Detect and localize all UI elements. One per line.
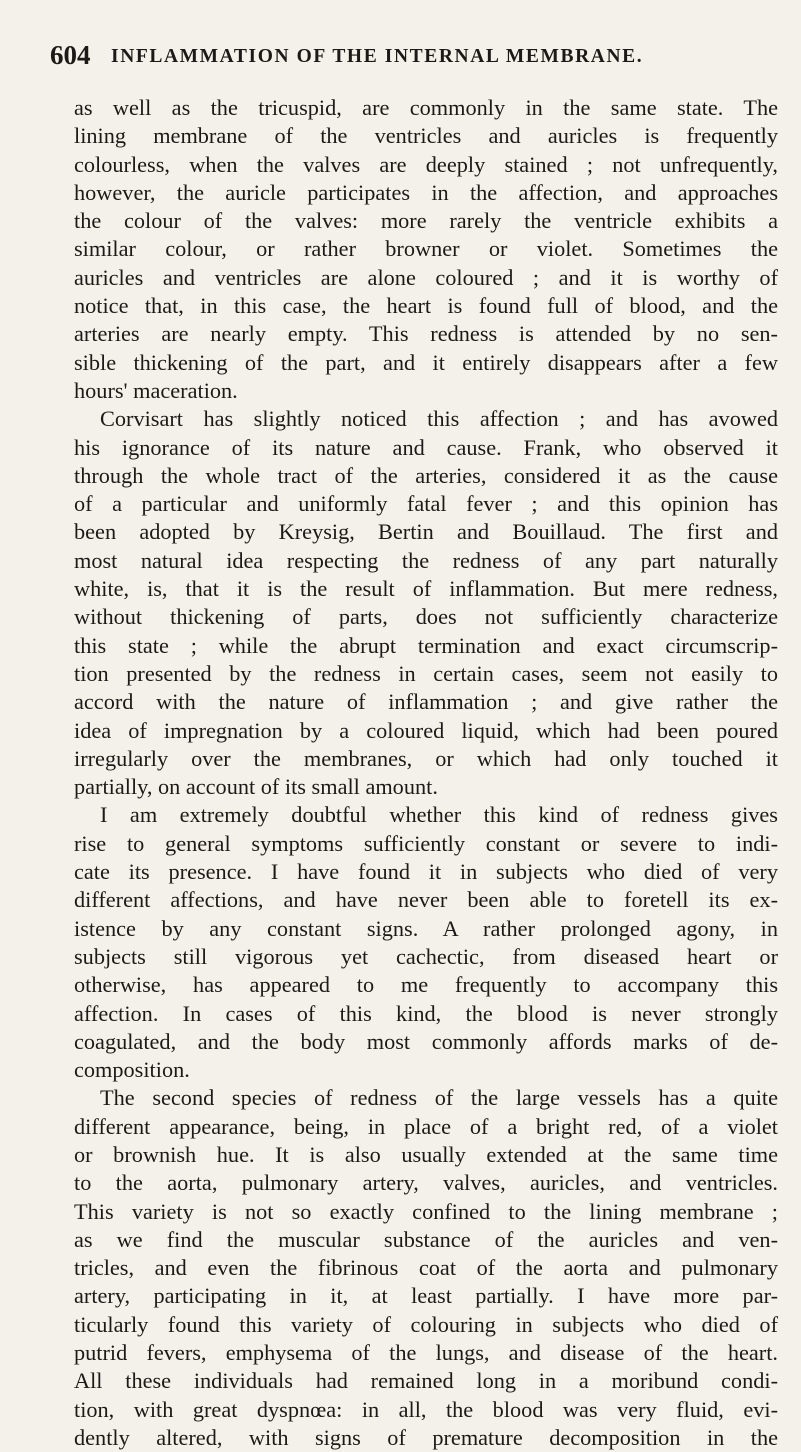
text-line: his ignorance of its nature and cause. Frank, who observed it (74, 434, 778, 460)
text-line: This variety is not so exactly confined to the lining membrane ; (74, 1198, 778, 1224)
text-line: putrid fevers, emphysema of the lungs, and disease of the heart. (74, 1340, 778, 1366)
text-line: of a particular and uniformly fatal fever ; and this opinion has (74, 491, 778, 517)
text-line: cate its presence. I have found it in subjects who died of very (74, 859, 778, 885)
text-line: different affections, and have never been able to foretell its ex- (74, 887, 778, 913)
text-line: this state ; while the abrupt termination and exact circumscrip- (74, 632, 778, 658)
text-line: istence by any constant signs. A rather prolonged agony, in (74, 915, 778, 941)
text-line: however, the auricle participates in the affection, and approaches (74, 179, 778, 205)
text-line: or brownish hue. It is also usually extended at the same time (74, 1141, 778, 1167)
text-line: otherwise, has appeared to me frequently to accompany this (74, 972, 778, 998)
text-line: composition. (74, 1057, 190, 1083)
text-line: affection. In cases of this kind, the blood is never strongly (74, 1000, 778, 1026)
text-line: coagulated, and the body most commonly affords marks of de- (74, 1028, 778, 1054)
text-line: auricles and ventricles are alone coloured ; and it is worthy of (74, 264, 778, 290)
text-line: been adopted by Kreysig, Bertin and Bouillaud. The first and (74, 519, 778, 545)
text-line: tricles, and even the fibrinous coat of the aorta and pulmonary (74, 1255, 778, 1281)
text-line: irregularly over the membranes, or which had only touched it (74, 745, 778, 771)
text-line: the colour of the valves: more rarely the ventricle exhibits a (74, 208, 778, 234)
text-line: as well as the tricuspid, are commonly in the same state. The (74, 95, 778, 120)
text-line: white, is, that it is the result of inflammation. But mere redness, (74, 576, 778, 602)
text-line: All these individuals had remained long in a moribund condi- (74, 1368, 778, 1394)
text-line: ticularly found this variety of colouring in subjects who died of (74, 1311, 778, 1337)
text-line: notice that, in this case, the heart is found full of blood, and the (74, 293, 778, 319)
body-text (74, 94, 778, 1452)
text-line: dently altered, with signs of premature decomposition in the (74, 1424, 778, 1450)
text-line: to the aorta, pulmonary artery, valves, auricles, and ventricles. (74, 1170, 778, 1196)
text-line: as we find the muscular substance of the auricles and ven- (74, 1226, 778, 1252)
text-line: tion, with great dyspnœa: in all, the blood was very fluid, evi- (74, 1396, 778, 1422)
text-line: subjects still vigorous yet cachectic, from diseased heart or (74, 943, 778, 969)
text-line: The second species of redness of the large vessels has a quite (100, 1085, 778, 1111)
text-line: lining membrane of the ventricles and auricles is frequently (74, 123, 778, 149)
text-line: through the whole tract of the arteries, considered it as the cause (74, 462, 778, 488)
text-line: colourless, when the valves are deeply stained ; not unfrequently, (74, 151, 778, 177)
text-line: sible thickening of the part, and it entirely disappears after a few (74, 349, 778, 375)
text-line: most natural idea respecting the redness of any part naturally (74, 547, 778, 573)
text-line: partially, on account of its small amount. (74, 774, 438, 800)
text-line: artery, participating in it, at least partially. I have more par- (74, 1283, 778, 1309)
running-title: INFLAMMATION OF THE INTERNAL MEMBRANE. (111, 46, 644, 67)
text-line: similar colour, or rather browner or violet. Sometimes the (74, 236, 778, 262)
page-number: 604 (50, 40, 91, 70)
text-line: I am extremely doubtful whether this kind of redness gives (100, 802, 778, 828)
text-line: without thickening of parts, does not sufficiently characterize (74, 604, 778, 630)
text-line: idea of impregnation by a coloured liquid, which had been poured (74, 717, 778, 743)
text-line: accord with the nature of inflammation ; and give rather the (74, 689, 778, 715)
page-header (50, 40, 770, 80)
text-line: hours' maceration. (74, 377, 238, 403)
text-line: Corvisart has slightly noticed this affection ; and has avowed (100, 406, 778, 432)
text-line: arteries are nearly empty. This redness is attended by no sen- (74, 321, 778, 347)
text-line: different appearance, being, in place of a bright red, of a violet (74, 1113, 778, 1139)
text-line: rise to general symptoms sufficiently constant or severe to indi- (74, 830, 778, 856)
text-line: tion presented by the redness in certain cases, seem not easily to (74, 660, 778, 686)
